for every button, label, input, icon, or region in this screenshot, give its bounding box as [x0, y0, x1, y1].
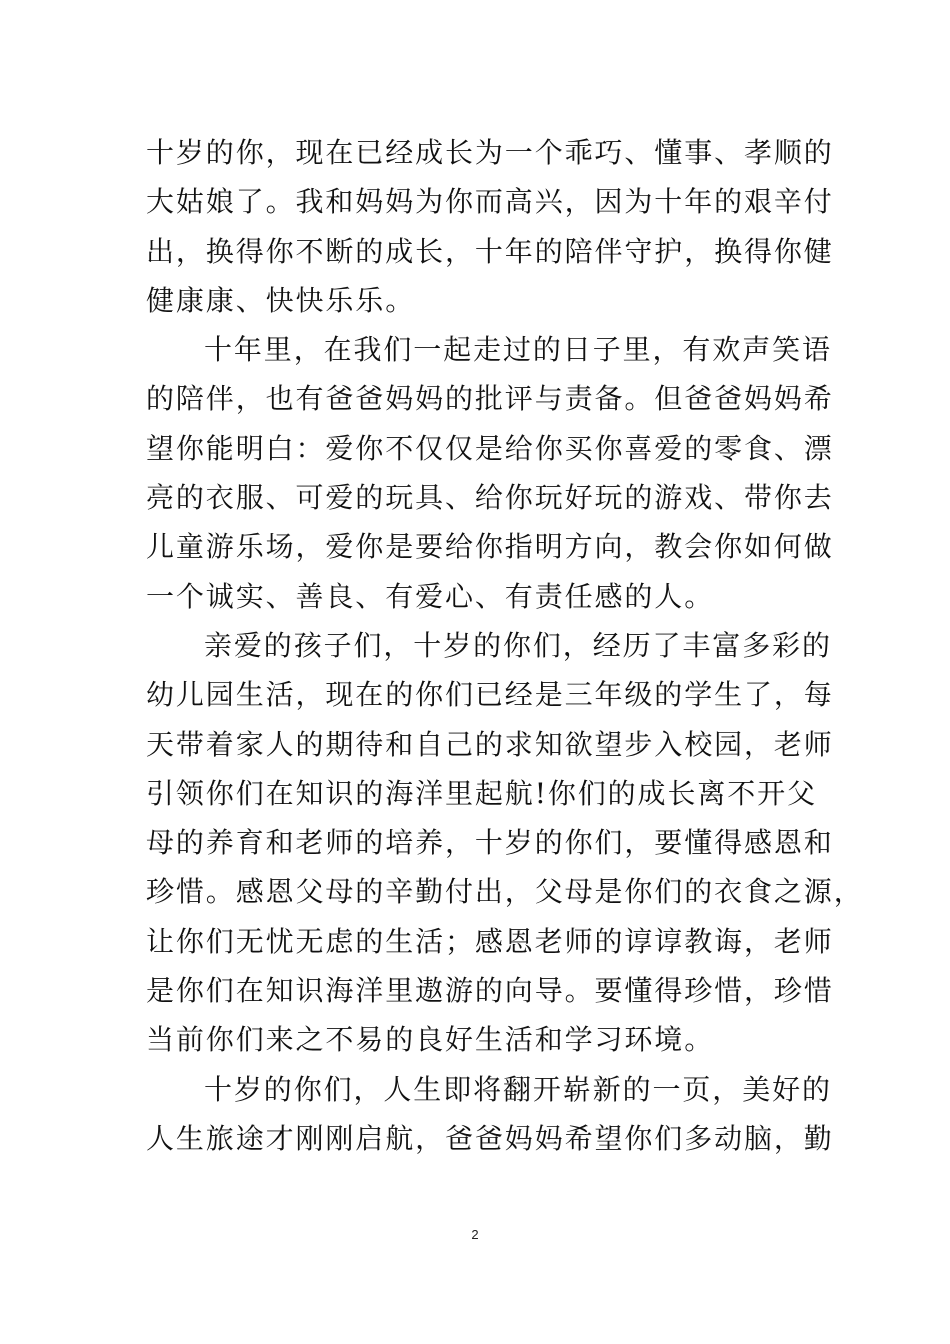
text-line: 人生旅途才刚刚启航，爸爸妈妈希望你们多动脑，勤: [146, 1121, 834, 1155]
text-line: 健康康、快快乐乐。: [146, 283, 416, 317]
text-line: 儿童游乐场，爱你是要给你指明方向，教会你如何做: [146, 530, 834, 564]
text-line: 母的养育和老师的培养，十岁的你们，要懂得感恩和: [146, 826, 834, 860]
paragraph-4: [146, 1065, 834, 1164]
paragraph-2: [146, 325, 834, 621]
text-line: 当前你们来之不易的良好生活和学习环境。: [146, 1023, 715, 1057]
page-number: 2: [471, 1227, 479, 1242]
text-line: 出，换得你不断的成长，十年的陪伴守护，换得你健: [146, 234, 834, 268]
body-text: [146, 128, 864, 1163]
paragraph-1: [146, 128, 834, 325]
text-line: 一个诚实、善良、有爱心、有责任感的人。: [146, 579, 715, 613]
text-line: 十岁的你们，人生即将翻开崭新的一页，美好的: [204, 1072, 832, 1106]
paragraph-3: [146, 621, 864, 1065]
text-line: 十年里，在我们一起走过的日子里，有欢声笑语: [204, 333, 832, 367]
text-line: 的陪伴，也有爸爸妈妈的批评与责备。但爸爸妈妈希: [146, 382, 834, 416]
text-line: 引领你们在知识的海洋里起航!你们的成长离不开父: [146, 776, 817, 810]
text-line: 天带着家人的期待和自己的求知欲望步入校园，老师: [146, 727, 834, 761]
text-line: 让你们无忧无虑的生活；感恩老师的谆谆教诲，老师: [146, 924, 834, 958]
text-line: 幼儿园生活，现在的你们已经是三年级的学生了，每: [146, 678, 834, 712]
text-line: 珍惜。感恩父母的辛勤付出，父母是你们的衣食之源，: [146, 875, 864, 909]
text-line: 大姑娘了。我和妈妈为你而高兴，因为十年的艰辛付: [146, 185, 834, 219]
text-line: 十岁的你，现在已经成长为一个乖巧、懂事、孝顺的: [146, 136, 834, 169]
text-line: 亮的衣服、可爱的玩具、给你玩好玩的游戏、带你去: [146, 481, 834, 515]
text-line: 是你们在知识海洋里遨游的向导。要懂得珍惜，珍惜: [146, 974, 834, 1008]
text-line: 望你能明白：爱你不仅仅是给你买你喜爱的零食、漂: [146, 431, 834, 465]
text-line: 亲爱的孩子们，十岁的你们，经历了丰富多彩的: [204, 628, 832, 662]
